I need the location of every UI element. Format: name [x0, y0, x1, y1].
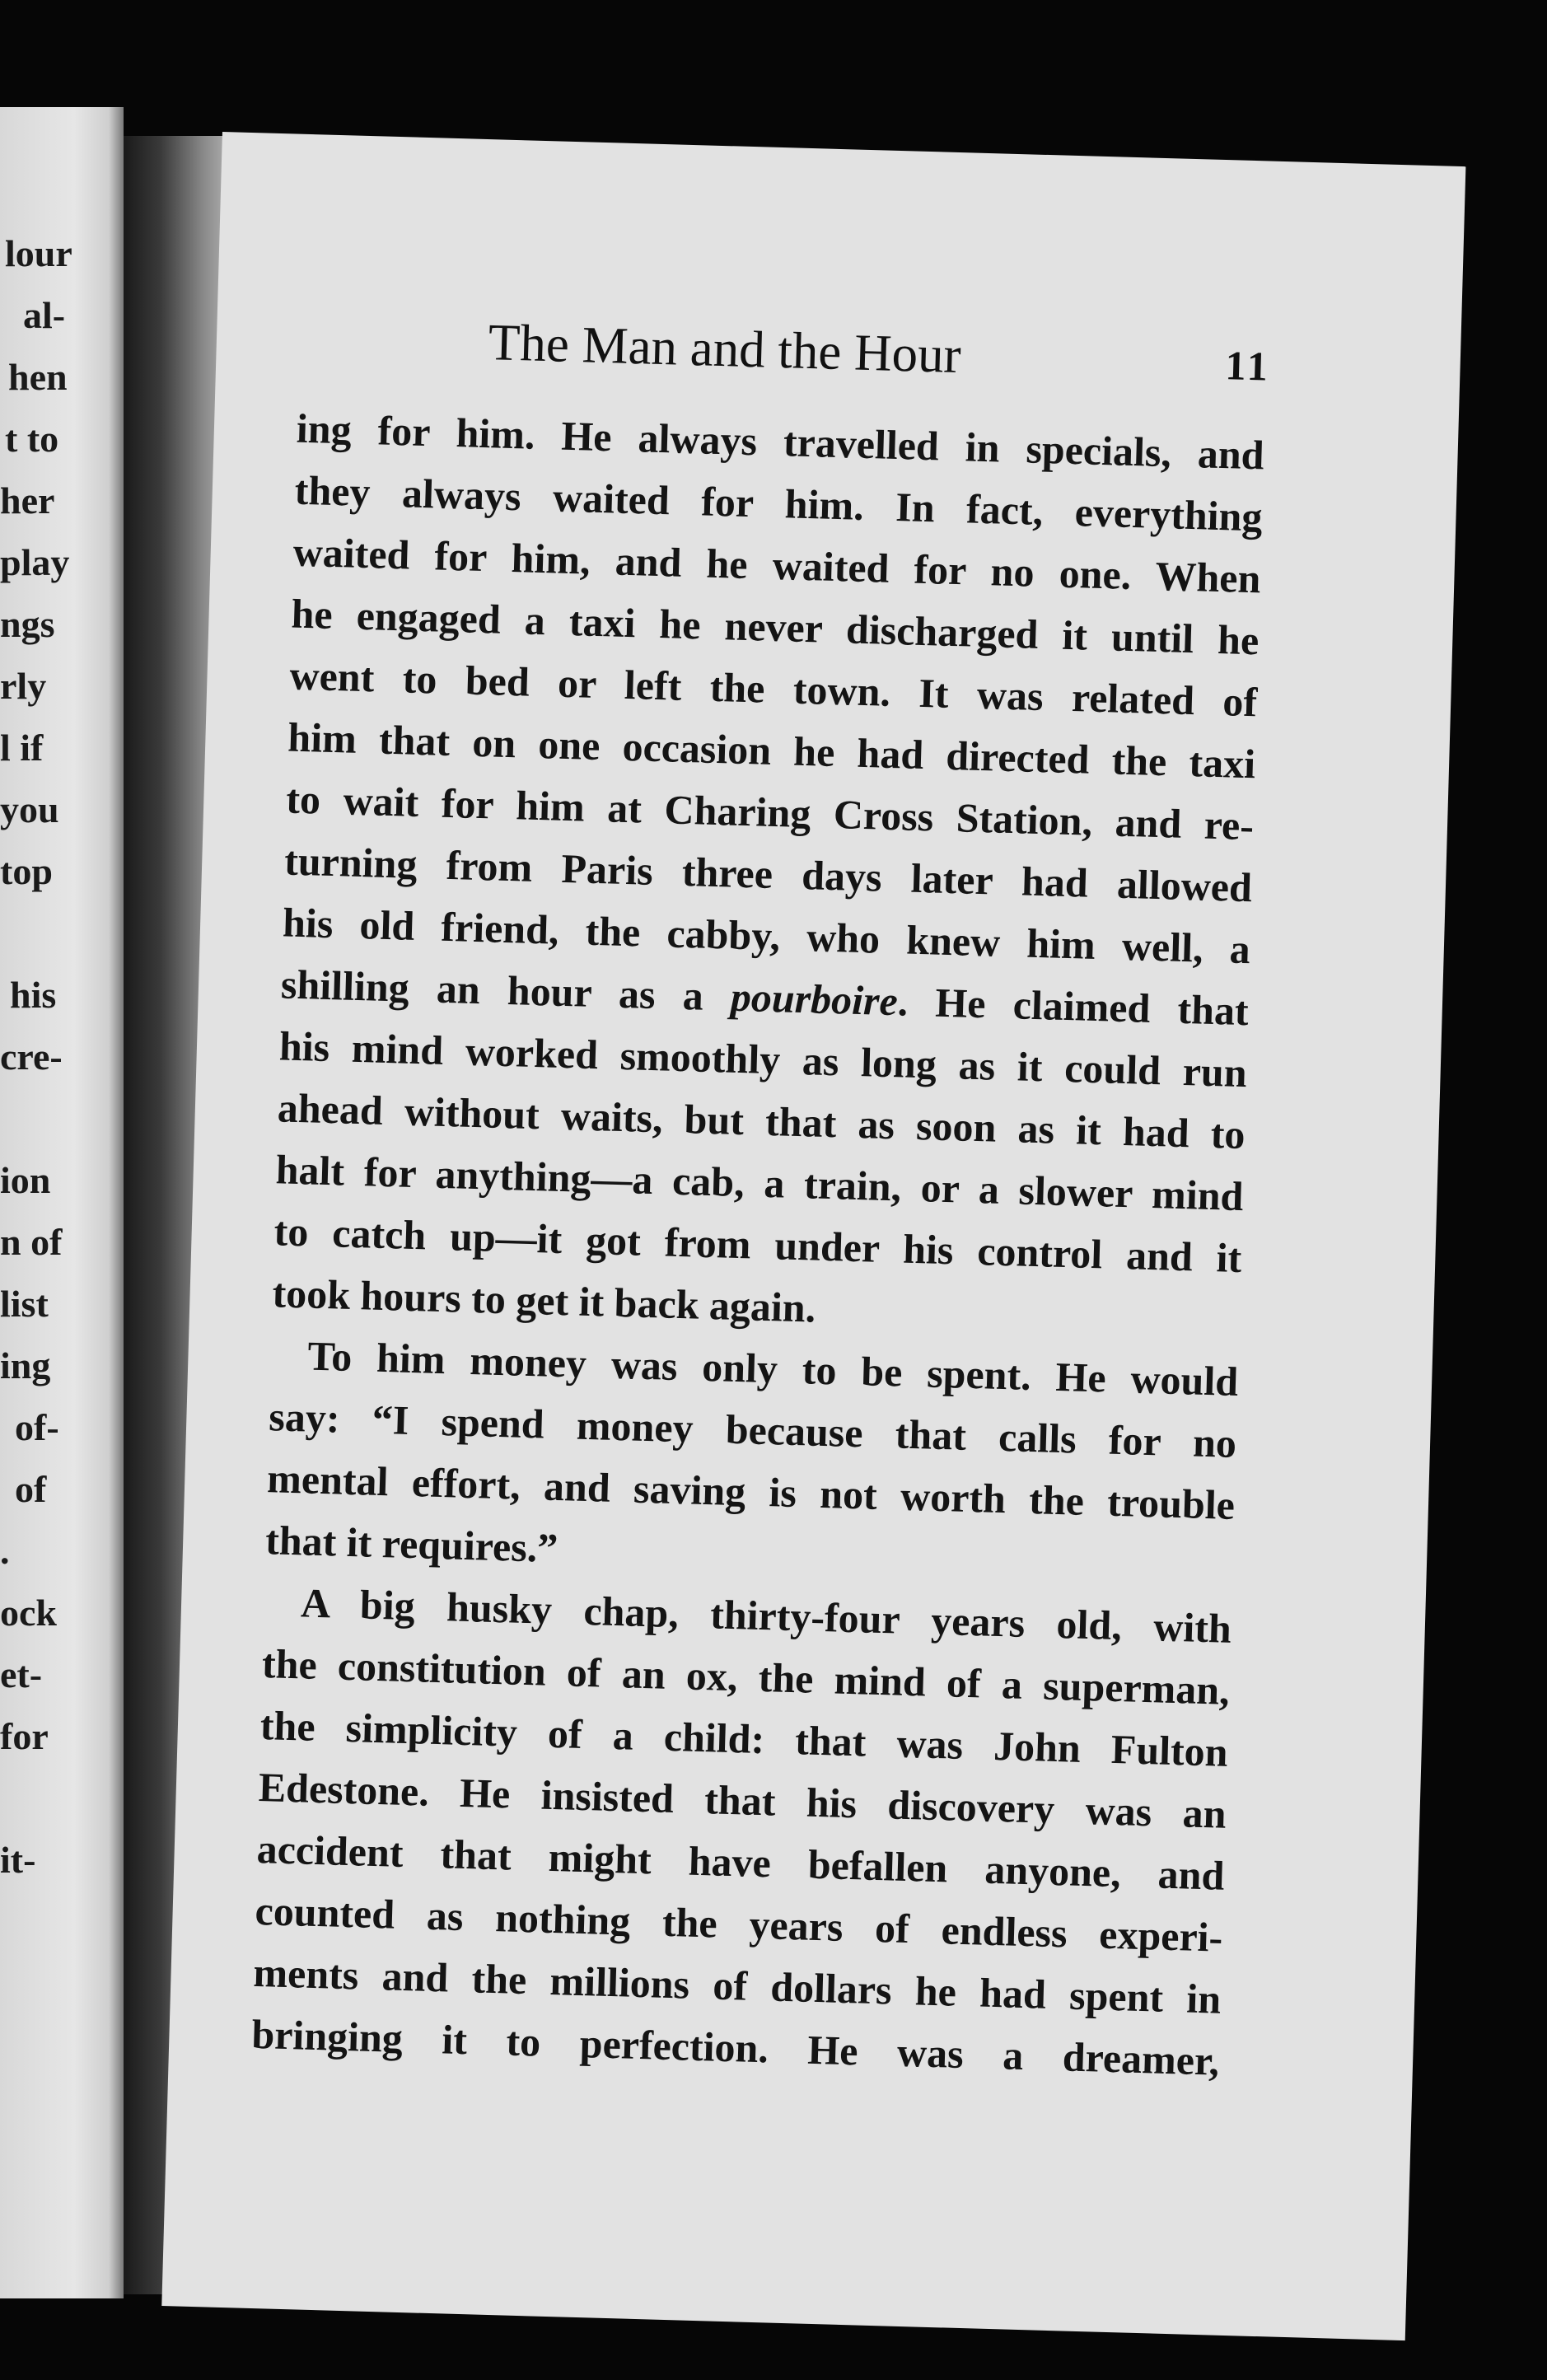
previous-page-edge	[0, 107, 124, 2298]
left-page-fragment: lour	[5, 232, 72, 274]
text-line: waited for him, and he waited for no one. When	[292, 528, 1262, 602]
text-line: bringing it to perfection. He was a dreamer,	[250, 2010, 1220, 2084]
text-line: turning from Paris three days later had allowed	[283, 837, 1253, 911]
text-line: the simplicity of a child: that was John Fulton	[259, 1702, 1229, 1775]
text-line: accident that might have befallen anyone, and	[256, 1825, 1226, 1899]
left-page-fragment: top	[0, 850, 53, 892]
text-line: his mind worked smoothly as long as it could run	[278, 1022, 1248, 1096]
text-line: that it requires.”	[264, 1517, 559, 1572]
text-line: To him money was only to be spent. He would	[306, 1332, 1239, 1405]
text-line: halt for anything—a cab, a train, or a slower mind	[275, 1146, 1245, 1220]
left-page-fragment: ock	[0, 1592, 57, 1634]
left-page-fragment: list	[0, 1283, 49, 1325]
left-page-fragment: cre-	[0, 1036, 63, 1078]
left-page-fragment: ngs	[0, 603, 55, 645]
text-line: they always waited for him. In fact, everything	[294, 466, 1264, 540]
left-page-fragment: l if	[0, 727, 44, 769]
text-line: mental effort, and saving is not worth the trouble	[266, 1455, 1236, 1528]
running-head: The Man and the Hour	[488, 313, 962, 385]
left-page-fragment: n of	[0, 1221, 63, 1263]
left-page-fragment: you	[0, 788, 59, 830]
left-page-fragment: t to	[5, 418, 59, 460]
text-line: say: “I spend money because that calls for no	[268, 1393, 1237, 1466]
text-line: to catch up—it got from under his control and it	[273, 1208, 1243, 1282]
text-line: the constitution of an ox, the mind of a superman,	[261, 1640, 1231, 1714]
left-page-fragment: it-	[0, 1839, 36, 1881]
text-line: ing for him. He always travelled in specials, and	[296, 404, 1265, 479]
left-page-fragment: ion	[0, 1159, 51, 1201]
left-page-fragment: hen	[8, 356, 68, 398]
text-line: to wait for him at Charing Cross Station, and re-	[285, 775, 1255, 849]
left-page-fragment: of	[15, 1468, 47, 1510]
left-page-fragment: his	[10, 974, 57, 1016]
left-page-fragment: ing	[0, 1344, 51, 1386]
left-page-fragment: her	[0, 479, 55, 521]
left-page-fragment: rly	[0, 665, 47, 707]
left-page-fragment: al-	[23, 294, 66, 336]
text-line: went to bed or left the town. It was related of	[288, 652, 1258, 726]
page-body	[250, 398, 1264, 2092]
text-segment: shilling an hour as a	[280, 961, 731, 1020]
left-page-fragment: .	[0, 1530, 10, 1572]
text-line: he engaged a taxi he never discharged it until he	[290, 590, 1260, 664]
text-segment: . He claimed that	[896, 978, 1250, 1035]
text-line: him that on one occasion he had directed the taxi	[287, 713, 1256, 788]
page-number: 11	[1224, 342, 1272, 390]
text-line: ahead without waits, but that as soon as it had to	[277, 1084, 1246, 1158]
left-page-fragment: of-	[15, 1406, 59, 1448]
left-page-fragment: for	[0, 1715, 49, 1757]
text-line: his old friend, the cabby, who knew him well, a	[282, 899, 1251, 973]
book-page	[161, 132, 1465, 2340]
text-line: ments and the millions of dollars he had spent in	[252, 1948, 1222, 2022]
left-page-fragment: play	[0, 541, 70, 583]
text-line: A big husky chap, thirty-four years old, with	[300, 1579, 1232, 1652]
text-line: took hours to get it back again.	[271, 1269, 816, 1331]
italic-word: pourboire	[730, 973, 899, 1025]
text-line: counted as nothing the years of endless experi-	[254, 1887, 1224, 1961]
text-line: Edestone. He insisted that his discovery was an	[258, 1764, 1227, 1837]
left-page-fragment: et-	[0, 1653, 43, 1695]
